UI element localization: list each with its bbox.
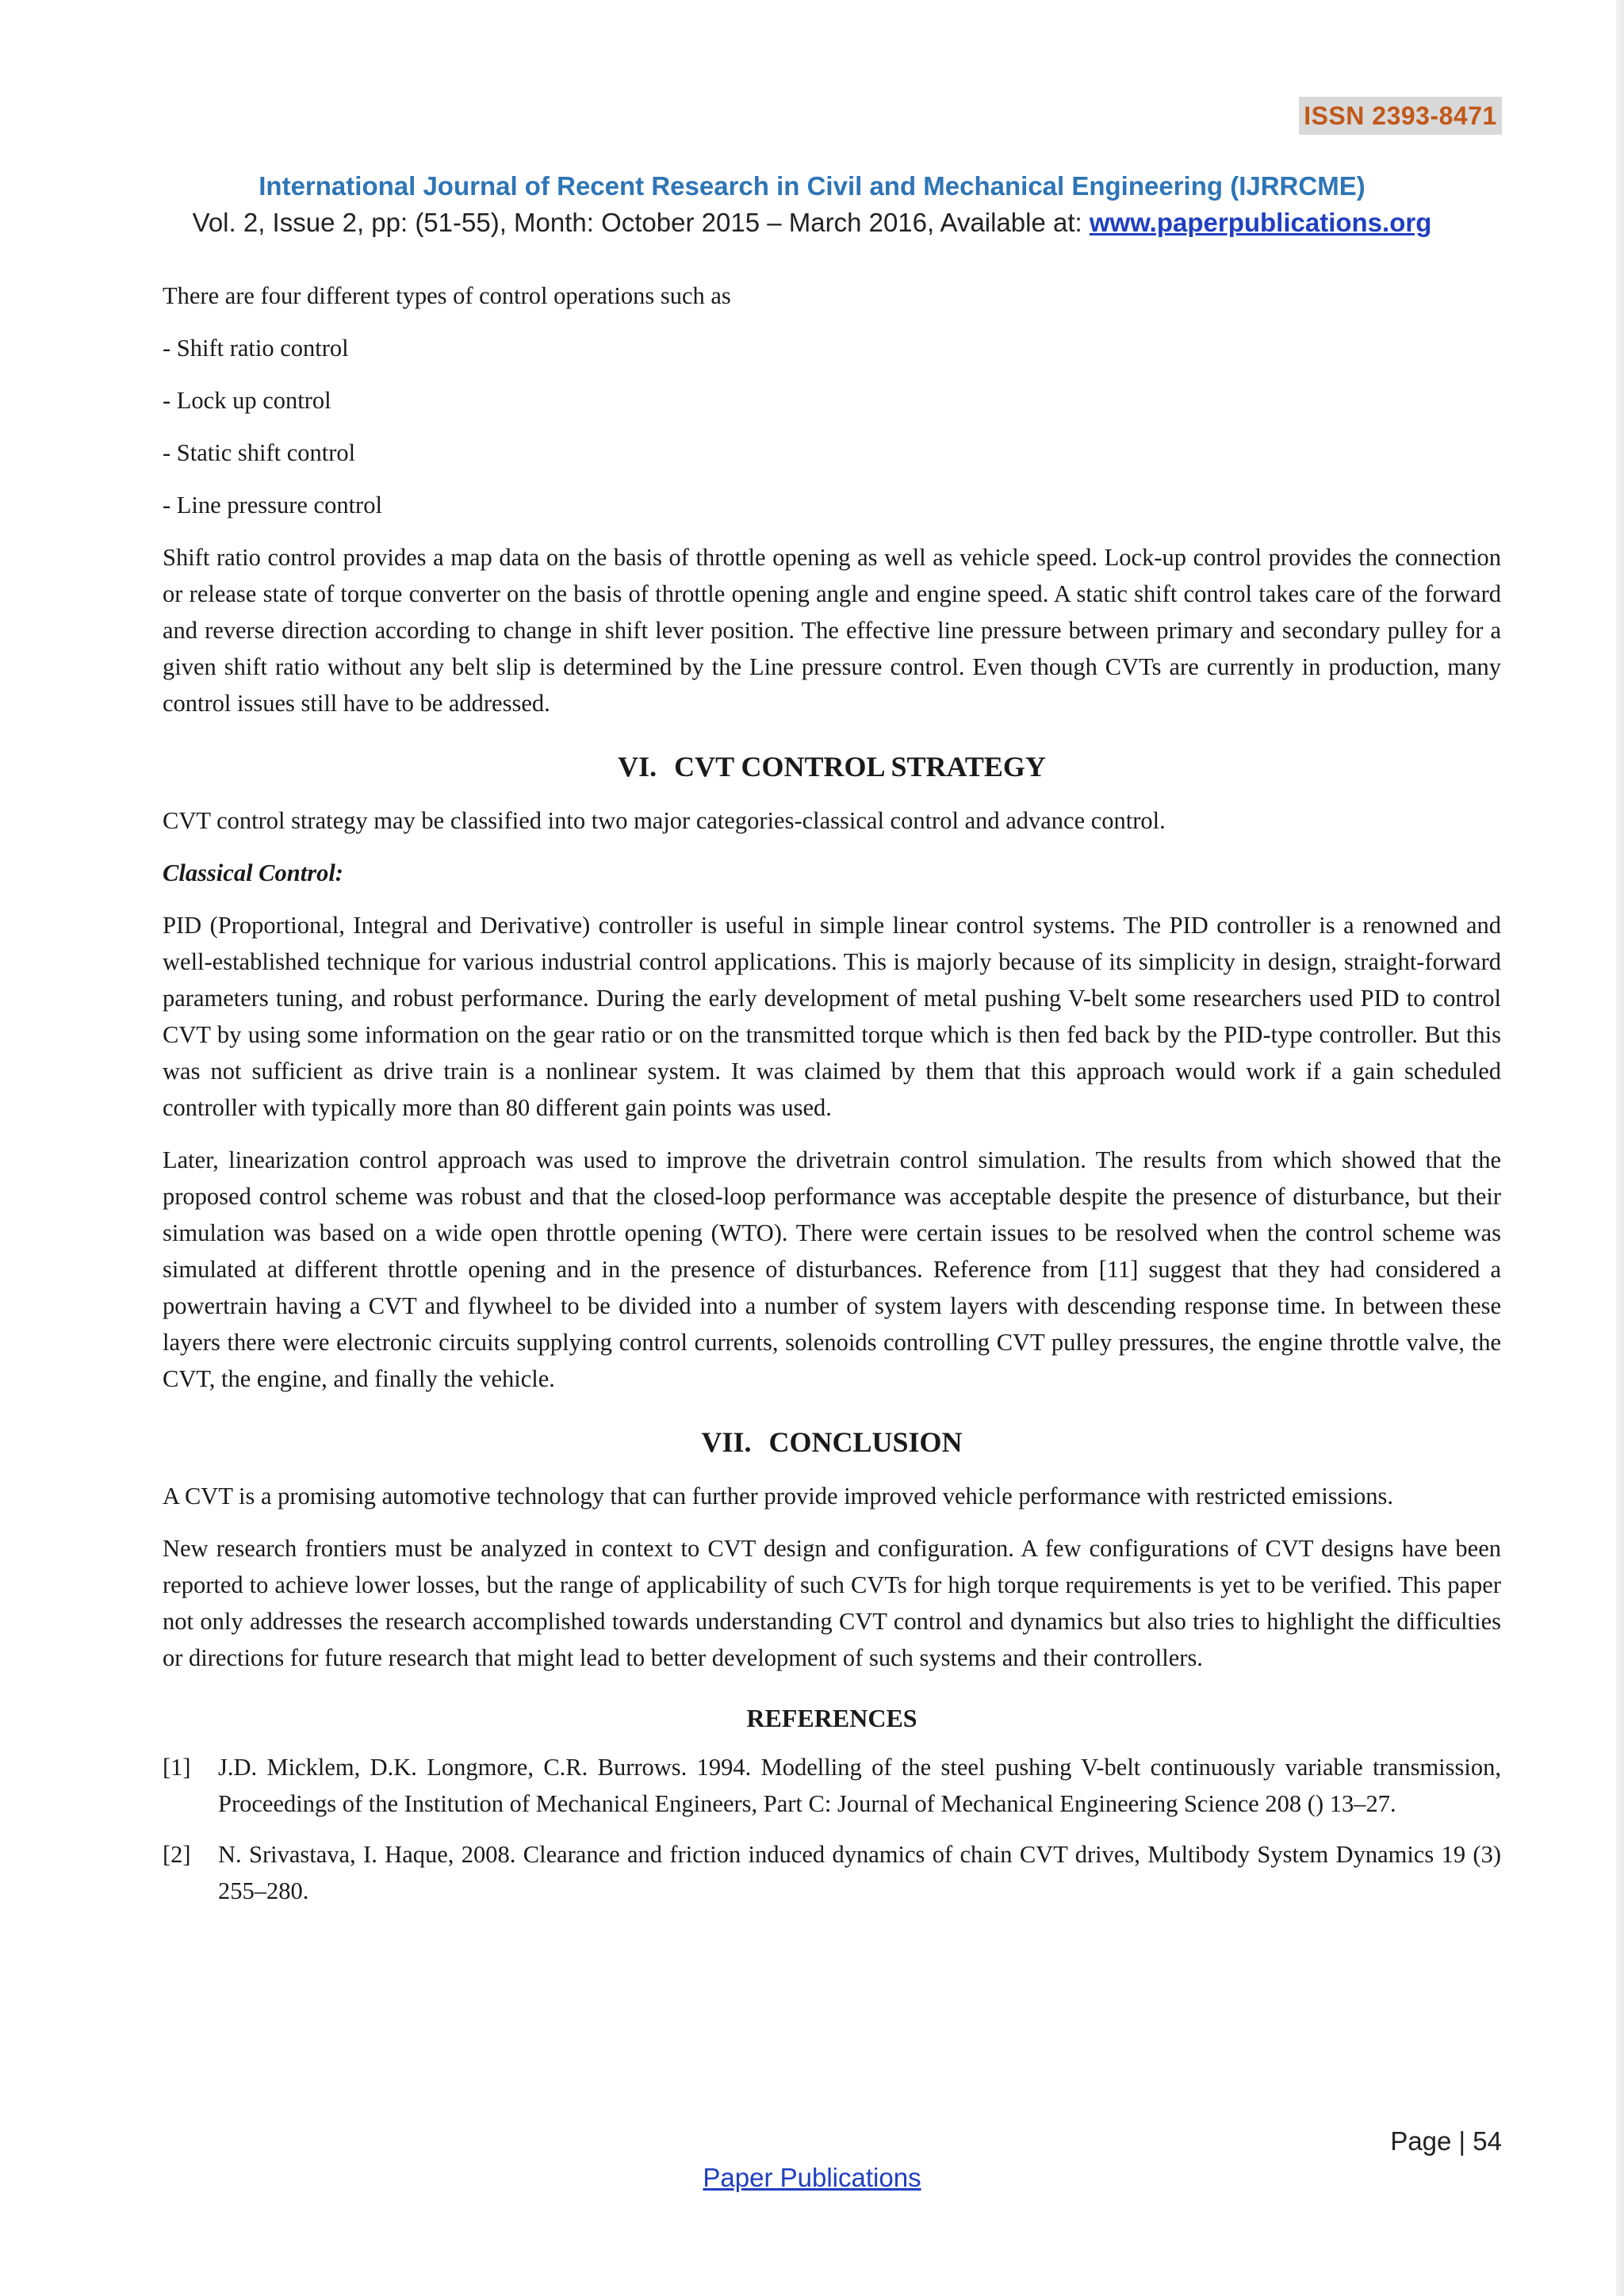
section-number: VI. bbox=[618, 751, 657, 783]
reference-text: N. Srivastava, I. Haque, 2008. Clearance and friction induced dynamics of chain CVT drives, Multibody System Dynamics 19 (3) 255–280. bbox=[218, 1841, 1501, 1904]
section-heading-vi bbox=[163, 748, 1501, 785]
paragraph: Later, linearization control approach was used to improve the drivetrain control simulation. The results from which showed that the proposed control scheme was robust and that the closed-loop performance was acceptable despite the presence of disturbance, but their simulation was based on a wide open throttle opening (WTO). There were certain issues to be resolved when the control scheme was simulated at different throttle opening and in the presence of disturbances. Reference from [11] suggest that they had considered a powertrain having a CVT and flywheel to be divided into a number of system layers with descending response time. In between these layers there were electronic circuits supplying control currents, solenoids controlling CVT pulley pressures, the engine throttle valve, the CVT, the engine, and finally the vehicle. bbox=[163, 1146, 1501, 1392]
journal-info bbox=[0, 208, 1624, 238]
paragraph: CVT control strategy may be classified into two major categories-classical control and advance control. bbox=[163, 807, 1166, 834]
section-title: CONCLUSION bbox=[768, 1426, 963, 1458]
paragraph: New research frontiers must be analyzed in context to CVT design and configuration. A few configurations of CVT designs have been reported to achieve lower losses, but the range of applicability of such CVTs for high torque requirements is yet to be verified. This paper not only addresses the research accomplished towards understanding CVT control and dynamics but also tries to highlight the difficulties or directions for future research that might lead to better development of such systems and their controllers. bbox=[163, 1535, 1501, 1671]
reference-item bbox=[163, 1836, 1501, 1909]
section-title: CVT CONTROL STRATEGY bbox=[674, 751, 1046, 783]
page-edge-shadow bbox=[1616, 0, 1624, 2296]
reference-number: [1] bbox=[163, 1754, 191, 1781]
reference-number: [2] bbox=[163, 1841, 191, 1868]
page-number: Page | 54 bbox=[1390, 2126, 1502, 2156]
reference-item bbox=[163, 1749, 1501, 1822]
reference-text: J.D. Micklem, D.K. Longmore, C.R. Burrows. 1994. Modelling of the steel pushing V-belt continuously variable transmission, Proceedings of the Institution of Mechanical Engineers, Part C: Journal of Mechanical Engineering Science 208 () 13–27. bbox=[218, 1754, 1501, 1817]
section-heading-vii bbox=[163, 1424, 1501, 1460]
paragraph: A CVT is a promising automotive technology that can further provide improved vehicle performance with restricted emissions. bbox=[163, 1483, 1394, 1510]
intro-paragraph: There are four different types of control operations such as bbox=[163, 282, 731, 309]
publisher-link[interactable]: Paper Publications bbox=[703, 2163, 921, 2192]
list-item: - Lock up control bbox=[163, 387, 331, 414]
list-item: - Shift ratio control bbox=[163, 335, 349, 362]
subheading: Classical Control: bbox=[163, 859, 343, 886]
paragraph: Shift ratio control provides a map data on the basis of throttle opening as well as vehicle speed. Lock-up control provides the connection or release state of torque converter on the basis of throttle opening angle and engine speed. A static shift control takes care of the forward and reverse direction according to change in shift lever position. The effective line pressure between primary and secondary pulley for a given shift ratio without any belt slip is determined by the Line pressure control. Even though CVTs are currently in production, many control issues still have to be addressed. bbox=[163, 544, 1501, 717]
list-item: - Static shift control bbox=[163, 439, 356, 466]
journal-info-text: Vol. 2, Issue 2, pp: (51-55), Month: October 2015 – March 2016, Available at: bbox=[192, 208, 1090, 237]
issn-badge: ISSN 2393-8471 bbox=[1299, 97, 1502, 135]
paragraph: PID (Proportional, Integral and Derivative) controller is useful in simple linear control systems. The PID controller is a renowned and well-established technique for various industrial control applications. This is majorly because of its simplicity in design, straight-forward parameters tuning, and robust performance. During the early development of metal pushing V-belt some researchers used PID to control CVT by using some information on the gear ratio or on the transmitted torque which is then fed back by the PID-type controller. But this was not sufficient as drive train is a nonlinear system. It was claimed by them that this approach would work if a gain scheduled controller with typically more than 80 different gain points was used. bbox=[163, 912, 1501, 1121]
section-number: VII. bbox=[701, 1426, 752, 1458]
list-item: - Line pressure control bbox=[163, 492, 382, 519]
references-heading: REFERENCES bbox=[746, 1704, 917, 1732]
article-body bbox=[163, 277, 1501, 1923]
journal-url-link[interactable]: www.paperpublications.org bbox=[1089, 208, 1432, 237]
journal-title: International Journal of Recent Research in Civil and Mechanical Engineering (IJRRCME) bbox=[259, 171, 1365, 201]
